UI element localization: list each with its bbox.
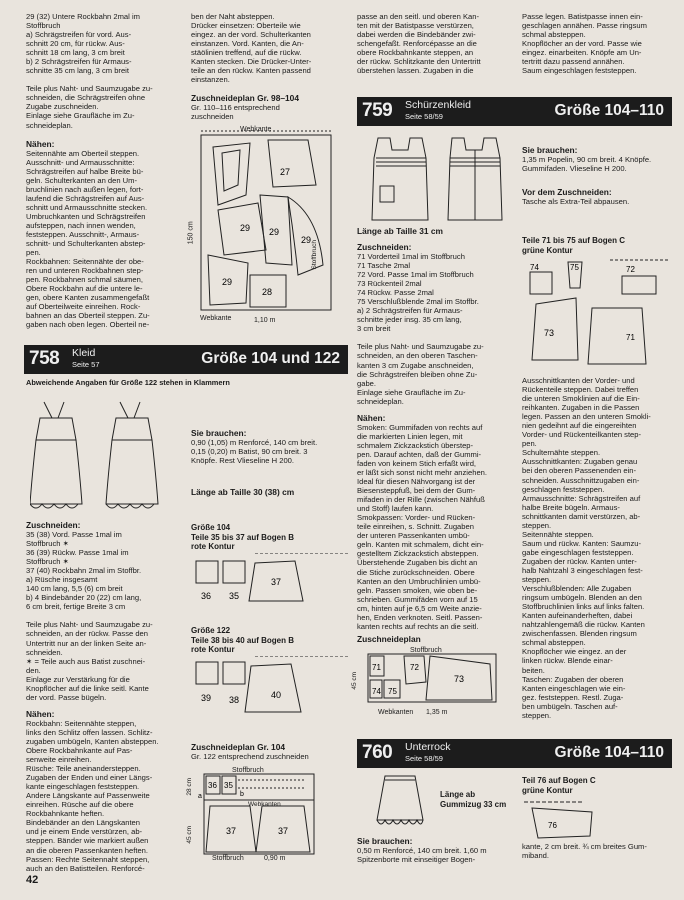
label-stoffbruch: Stoffbruch [311,239,319,270]
k758-plan-title: Zuschneideplan Gr. 104 [191,742,286,752]
part-74: 74 [530,263,539,272]
piece-29-d: 29 [222,277,233,287]
piece-29-b: 29 [269,227,280,237]
k758-plan [191,742,349,761]
k759-sewing-heading: Nähen: [357,412,386,423]
k759-plan-webkanten: Webkanten [378,709,414,716]
plan-label-a: a [198,793,202,800]
k758-allowance: Teile plus Naht- und Saumzugabe zu- schneiden, an der rückw. Passe den Untertritt nur an der linken Seite an- schneiden. ✶ = Teile auch aus Batist zuschnei- den. Einlage zur Verstärkung für die Knopflöcher auf die linke seitl. Kante der vord. Passe bügeln. [26,620,153,702]
k759-plan-75: 75 [388,687,397,696]
k758-pattern-104 [191,553,351,608]
model-size-759: Größe 104–110 [554,102,664,119]
column-3 [357,12,515,75]
k758-needs-heading: Sie brauchen: [191,428,247,438]
model-name-759: Schürzenkleid [405,99,471,111]
k759-needs [522,145,672,206]
k759-needs-heading: Sie brauchen: [522,145,578,155]
k759-needs-text: 1,35 m Popelin, 90 cm breit. 4 Knöpfe. Gummifaden. Vlieseline H 200. [522,155,652,174]
cutting-plan-diagram-98-104 [188,125,348,325]
k758-length: Länge ab Taille 30 (38) cm [191,487,295,498]
piece-27: 27 [280,167,291,177]
k760-pattern-part [522,798,672,840]
model-number-759: 759 [362,100,393,121]
plan-piece-36: 36 [208,781,217,790]
model-page-758: Seite 57 [72,360,100,369]
piece-36: 36 [201,591,212,601]
k758-cutting [26,520,182,873]
k760-needs-heading: Sie brauchen: [357,836,413,846]
part-76: 76 [548,821,557,830]
k759-cutting [357,226,515,631]
cutting-plan-subtitle: Gr. 110–116 entsprechend zuschneiden [191,103,280,122]
piece-28: 28 [262,287,273,297]
piece-38: 38 [229,695,240,705]
k759-plan-73: 73 [454,674,465,684]
k758-plan-45cm: 45 cm [186,825,194,844]
piece-35: 35 [229,591,240,601]
model-size-758: Größe 104 und 122 [201,350,340,367]
apron-dress-759-illustration [362,134,514,224]
k760-needs [357,836,517,864]
piece-29-a: 29 [240,223,251,233]
k758-size-122-title: Größe 122 Teile 38 bis 40 auf Bogen B rote Kontur [191,626,294,654]
model-page-759: Seite 58/59 [405,112,443,121]
k759-sewing-end: Ausschnittkanten der Vorder- und Rückenteile steppen. Dabei treffen die unteren Smoklinien auf die Ein- reihkanten. Zugaben in die Passen legen. Passen an den unteren Smokli- nien gedeihnt auf die eingereihten Vorder- und Rückenteilkanten step- pen. Schulternähte steppen. Ausschnittkanten: Zugaben genau bei den oberen Passenenden ein- schneiden. Ausschnittzugaben ein- geschlagen feststeppen. Armausschnitte: Schrägstreifen auf halbe Breite bügeln. Armaus- schnittkanten damit verstürzen, ab- steppen. Seitennähte steppen. Saum und rückw. Kanten: Saumzu- gabe eingeschlagen feststeppen. Zugaben der rückw. Kanten unter- halb Nahtzahl 3 eingeschlagen fest- steppen. Verschlußblenden: Alle Zugaben ringsum umbügeln. Blenden an den Stoffbruchlinien links auf links falten. Kanten aufeinanderheften, dabei nahtzahlengemäß die rückw. Kanten zwischenfassen. Blenden ringsum schmal absteppen. Knopflöcher wie eingez. an der linken rückw. Blende einar- beiten. Taschen: Zugaben der oberen Kanten eingeschlagen wie ein- gez. feststeppen. Restl. Zuga- ben umbügeln. Taschen auf- steppen. [522,376,651,720]
label-110m: 1,10 m [254,317,276,324]
k758-plan-090m: 0,90 m [264,855,286,862]
k759-plan-71: 71 [372,663,381,672]
k758-plan-subtitle: Gr. 122 entsprechend zuschneiden [191,752,309,761]
part-75: 75 [570,263,579,272]
k759-plan-45cm: 45 cm [351,671,359,690]
k760-length: Länge ab Gummizug 33 cm [440,790,507,809]
model-number-760: 760 [362,742,393,763]
petticoat-760-illustration [365,772,435,834]
k759-plan-stoffbruch: Stoffbruch [410,647,442,654]
piece-37: 37 [271,577,282,587]
k758-needs [191,428,349,497]
k758-pattern-122 [191,656,351,716]
k758-cutting-plan [196,766,346,864]
k758-cutting-list: 35 (38) Vord. Passe 1mal im Stoffbruch ✶ 36 (39) Rückw. Passe 1mal im Stoffbruch ✶ 37 (40) Rockbahn 2mal im Stoffbr. a) Rüsche insgesamt 140 cm lang, 5,5 (6) cm breit b) 4 Bindebänder 20 (22) cm lang, 6 cm breit, fertige Breite 3 cm [26,530,142,612]
k758-sewing-heading: Nähen: [26,708,55,719]
cutting-plan-title: Zuschneideplan Gr. 98–104 [191,93,299,104]
sewing-instructions: Seitennähte am Oberteil steppen. Ausschnitt- und Armausschnitte: Schrägstreifen auf halbe Breite bü- geln. Schulterkanten an den Um- bruchlinien nach außen legen, fort- laufend die Schrägstreifen auf Aus- schnitt und Armausschnitte stecken. Umbruchkanten und Schrägstreifen aufsteppen, nach innen wenden, feststeppen. Ausschnitt-, Armaus- schnitt- und Schulterkanten abstep- pen. Rockbahnen: Seitennähte der obe- ren und unteren Rockbahnen step- pen. Rockbahnen schmal säumen, Obere Rockbahn auf die untere le- gen, obere Kanten zusammengefaßt auf Oberteilweite einreihen. Rock- bahnen an das Oberteil steppen. Zu- gaben nach oben legen. Oberteil ne- [26,148,150,330]
allowance-note: Teile plus Naht- und Saumzugabe zu- schneiden, die Schrägstreifen ohne Zugabe zuschneiden. Einlage siehe Graufläche im Zu- schneideplan. [26,84,153,130]
snap-instructions: ben der Naht absteppen. Drücker einsetzen: Oberteile wie eingez. an der vord. Schulterkanten einstanzen. Vord. Kanten, die An- stäölinien treffend, auf die rückw. Kanten stecken. Die Drücker-Unter- teile an den rückw. Kanten passend einstanzen. [191,12,312,85]
passe-instructions-end: Passe legen. Batistpasse innen ein- geschlagen annähen. Passe ringsum schmal absteppen. Knopflöcher an der vord. Passe wie eingez. einarbeiten. Knöpfe am Un- tertritt dazu passend annähen. Saum eingeschlagen feststeppen. [522,12,647,76]
k758-size-104-title: Größe 104 Teile 35 bis 37 auf Bogen B rote Kontur [191,523,294,551]
k759-sewing-continued [522,376,672,720]
k758-plan-webkanten: Webkanten [248,801,281,808]
piece-40: 40 [271,690,282,700]
plan-piece-37-b: 37 [278,826,289,836]
piece-39: 39 [201,693,212,703]
k758-plan-stoffbruch-bottom: Stoffbruch [212,855,244,862]
label-webkante-bottom: Webkante [200,315,232,322]
k759-pattern-parts [522,258,672,368]
banner-758 [24,345,348,374]
column-2 [191,12,349,121]
label-150cm: 150 cm [187,221,195,245]
k759-allowance: Teile plus Naht- und Saumzugabe zu- schneiden, an den oberen Taschen- kanten 3 cm Zugabe anschneiden, die Schrägstreifen bleiben ohne Zu- gabe. Einlage siehe Graufläche im Zu- schneideplan. [357,342,484,406]
plan-label-b: b [240,791,244,798]
sewing-heading: Nähen: [26,138,55,149]
k759-length: Länge ab Taille 31 cm [357,226,443,236]
banner-759 [357,97,672,126]
k760-end [522,842,672,860]
piece-29-c: 29 [301,235,312,245]
k759-cutting-heading: Zuschneiden: [357,242,412,252]
k758-plan-stoffbruch-top: Stoffbruch [232,767,264,774]
k759-plan-74: 74 [372,687,381,696]
banner-760 [357,739,672,768]
passe-instructions: passe an den seitl. und oberen Kan- ten mit der Batistpasse verstürzen, dabei werden die Bindebänder zwi- schengefaßt. Renforcépasse an die obere Rockbahnkante steppen, an der rückw. Schlitzkante den Untertritt überstehen lassen. Zugaben in die [357,12,481,76]
size-122-note: Abweichende Angaben für Größe 122 stehen in Klammern [26,378,230,387]
cutting-list-continued: 29 (32) Untere Rockbahn 2mal im Stoffbruch a) Schrägstreifen für vord. Aus- schnitt 20 cm, für rückw. Aus- schnitt 18 cm lang, 3 cm breit b) 2 Schrägstreifen für Armaus- schnitte 35 cm lang, 3 cm breit [26,12,140,76]
model-size-760: Größe 104–110 [554,744,664,761]
k759-plan-title: Zuschneideplan [357,634,421,644]
part-73: 73 [544,328,555,338]
k758-cutting-heading: Zuschneiden: [26,520,81,530]
k759-before-heading: Vor dem Zuschneiden: [522,187,612,198]
k760-end-text: kante, 2 cm breit. ¾ cm breites Gum- miband. [522,842,647,861]
label-webkante-top: Webkante [240,126,272,133]
k759-parts-title: Teile 71 bis 75 auf Bogen C grüne Kontur [522,236,625,255]
k759-plan-72: 72 [410,663,419,672]
k758-sewing: Rockbahn: Seitennähte steppen, links den Schlitz offen lassen. Schlitz- zugaben umbügeln, Kanten absteppen. Obere Rockbahnkante auf Pas- senweite einreihen. Rüsche: Teile aneinandersteppen. Zugaben der Enden und einer Längs- kante eingeschlagen feststeppen. Andere Längskante auf Passenweite einreihen. Rüsche auf die obere Rockbahnkante heften. Bindebänder an den Längskanten und je einem Ende verstürzen, ab- steppen. Bänder wie markiert außen an die oberen Passenkanten heften. Passen: Rechte Seitennaht steppen, auch an den Batistteilen. Renforcé- [26,718,159,873]
model-name-758: Kleid [72,347,96,359]
k760-needs-text: 0,50 m Renforcé, 140 cm breit. 1,60 m Spitzenborte mit einseitiger Bogen- [357,846,487,865]
model-name-760: Unterrock [405,741,451,753]
k758-plan-28cm: 28 cm [186,777,194,796]
k760-part-title: Teil 76 auf Bogen C grüne Kontur [522,776,596,795]
k758-needs-text: 0,90 (1,05) m Renforcé, 140 cm breit. 0,15 (0,20) m Batist, 90 cm breit. 3 Knöpfe. Rest Vlieseline H 200. [191,438,318,466]
k759-plan-135m: 1,35 m [426,709,448,716]
dress-758-illustration [30,396,180,514]
part-71: 71 [626,333,635,342]
column-1 [26,12,182,330]
k759-before-text: Tasche als Extra-Teil abpausen. [522,197,630,207]
k759-cutting-plan [362,648,514,710]
part-72: 72 [626,265,635,274]
column-4 [522,12,672,75]
page-number: 42 [26,874,39,886]
model-page-760: Seite 58/59 [405,754,443,763]
k759-sewing: Smoken: Gummifaden von rechts auf die markierten Linien legen, mit schmalem Zickzackstich überstep- pen. Darauf achten, daß der Gummi- faden von keinem Stich erfaßt wird, er läßt sich sonst nicht mehr anziehen. Ideal für diesen Nähvorgang ist der Biesensteppfuß, bei dem der Gum- mifaden in der Rille (zwischen Nähfuß und Stoff) laufen kann. Smokpassen: Vorder- und Rücken- teile einreihen, s. Schnitt. Zugaben der unteren Passenkanten umbü- geln. Kanten mit schmalem, dicht ein- gestelltem Zickzackstich absteppen. Überstehende Zugaben bis dicht an die Stiche zurückschneiden. Obere Kanten an den Umbruchlinien umbü- geln. Passen smoken, wie oben be- schrieben. Gummifäden vorn auf 15 cm, hinten auf je 6,5 cm Weite anzie- hen, Enden verknoten. Seitl. Passen- kanten rechts auf rechts an die seitl. [357,422,487,631]
plan-piece-35: 35 [224,781,233,790]
plan-piece-37-a: 37 [226,826,237,836]
model-number-758: 758 [29,348,60,369]
k759-cutting-list: 71 Vorderteil 1mal im Stoffbruch 71 Tasche 2mal 72 Vord. Passe 1mal im Stoffbruch 73 Rückenteil 2mal 74 Rückw. Passe 2mal 75 Verschlußblende 2mal im Stoffbr. a) 2 Schrägstreifen für Armaus- schnitte jeder insg. 35 cm lang, 3 cm breit [357,252,479,334]
